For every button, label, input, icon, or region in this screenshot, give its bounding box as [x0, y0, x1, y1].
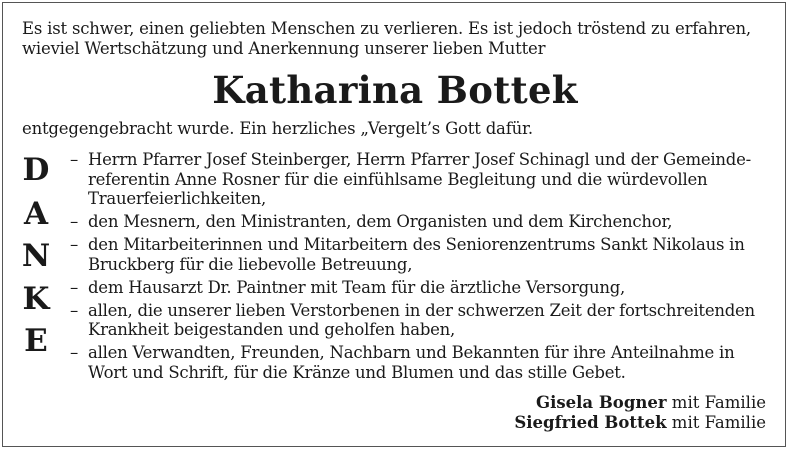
- thanks-item-relatives: – allen Verwandten, Freunden, Nachbarn und Bekannten für ihre Anteilnahme in Wort und Schrift, für die Kränze und Blumen und das stille Gebet.: [70, 343, 770, 382]
- danke-letter-d: D: [22, 152, 50, 188]
- deceased-name: Katharina Bottek: [212, 68, 578, 112]
- intro-text: Es ist schwer, einen geliebten Menschen zu verlieren. Es ist jedoch tröstend zu erfahren, wieviel Wertschätzung und Anerkennung unserer lieben Mutter: [22, 19, 751, 58]
- danke-letter-k: K: [22, 281, 50, 317]
- danke-letter-n: N: [21, 238, 51, 274]
- signature-line: [514, 413, 766, 433]
- signature-name: Gisela Bogner: [536, 393, 667, 412]
- thanks-item-senior-center: – den Mitarbeiterinnen und Mitarbeitern des Seniorenzentrums Sankt Nikolaus in Bruckberg für die liebevolle Betreuung,: [70, 235, 770, 274]
- signature-suffix: mit Familie: [666, 393, 766, 412]
- danke-letter-e: E: [24, 323, 48, 359]
- thanks-list: [70, 150, 770, 386]
- signature-name: Siegfried Bottek: [514, 413, 667, 432]
- thanks-line: entgegengebracht wurde. Ein herzliches „Vergelt’s Gott dafür.: [22, 119, 533, 138]
- signature-line: [514, 393, 766, 413]
- thanks-item-doctor: – dem Hausarzt Dr. Paintner mit Team für die ärztliche Versorgung,: [70, 278, 770, 298]
- thanks-item-helpers: – allen, die unserer lieben Verstorbenen in der schwerzen Zeit der fortschreitenden Krankheit beigestanden und geholfen haben,: [70, 301, 770, 340]
- signature-suffix: mit Familie: [666, 413, 766, 432]
- danke-letter-a: A: [23, 196, 49, 232]
- thanks-item-clergy: – Herrn Pfarrer Josef Steinberger, Herrn Pfarrer Josef Schinagl und der Gemeinde-referentin Anne Rosner für die einfühlsame Begleitung und die würdevollen Trauerfeierlichkeiten,: [70, 150, 770, 209]
- thanks-item-church-staff: – den Mesnern, den Ministranten, dem Organisten und dem Kirchenchor,: [70, 212, 770, 232]
- signature-block: [514, 393, 766, 433]
